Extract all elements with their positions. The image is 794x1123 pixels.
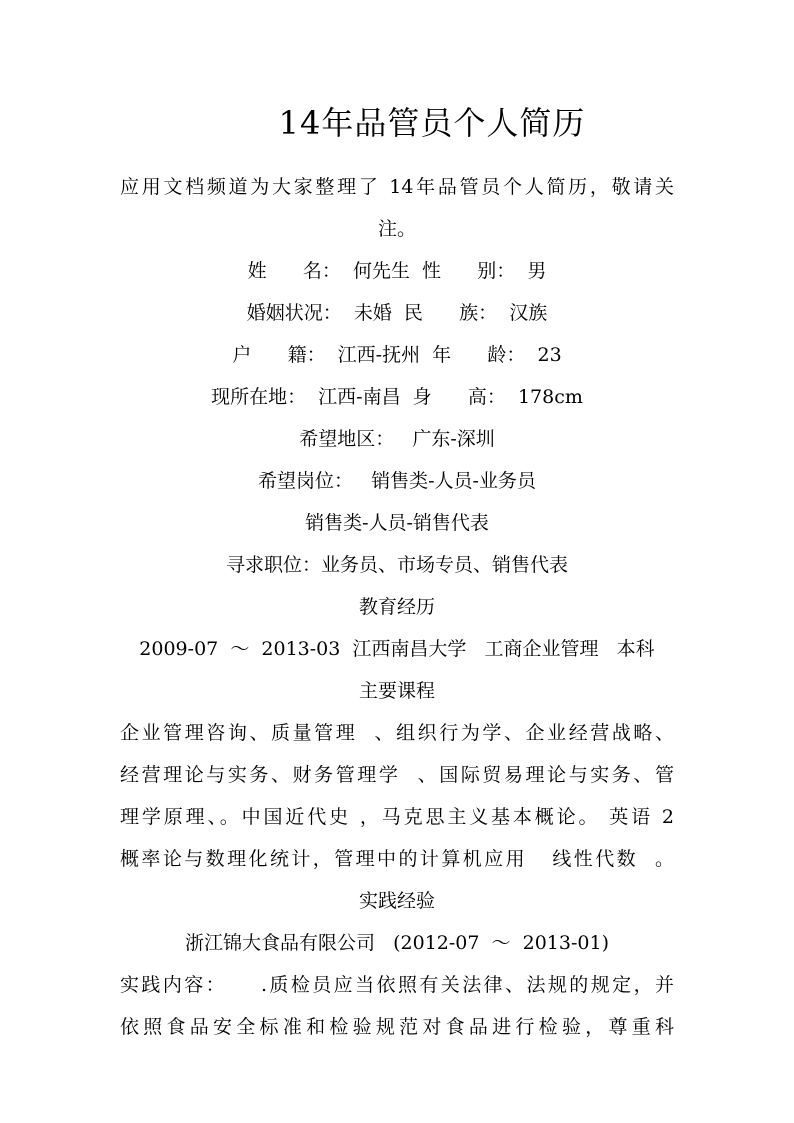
info-location-height: 现所在地： 江西-南昌 身 高： 178cm	[211, 386, 583, 408]
intro-line-2: 注。	[377, 218, 416, 240]
courses-line-4: 概率论与数理化统计，管理中的计算机应用 线性代数 。	[120, 848, 674, 870]
practice-company: 浙江锦大食品有限公司 (2012-07 ～ 2013-01)	[184, 932, 609, 954]
courses-line-1: 企业管理咨询、质量管理 、组织行为学、企业经营战略、	[120, 722, 674, 744]
info-desired-post-2: 销售类-人员-销售代表	[305, 512, 489, 534]
practice-content-line-2: 依照食品安全标准和检验规范对食品进行检验，尊重科	[120, 1016, 674, 1038]
info-name-gender: 姓 名： 何先生 性 别： 男	[247, 260, 547, 282]
courses-heading: 主要课程	[358, 680, 435, 702]
info-hukou-age: 户 籍： 江西-抚州 年 龄： 23	[232, 344, 562, 366]
practice-content-line-1: 实践内容： .质检员应当依照有关法律、法规的规定，并	[120, 974, 674, 996]
courses-line-3: 理学原理、。中国近代史 ，马克思主义基本概论。 英语 2	[120, 806, 674, 828]
page-title: 14年品管员个人简历	[278, 104, 586, 142]
intro-line-1: 应用文档频道为大家整理了 14年品管员个人简历，敬请关	[120, 176, 674, 198]
education-entry: 2009-07 ～ 2013-03 江西南昌大学 工商企业管理 本科	[139, 638, 655, 660]
education-heading: 教育经历	[358, 596, 435, 618]
info-seeking-position: 寻求职位：业务员、市场专员、销售代表	[225, 554, 568, 576]
info-marriage-ethnicity: 婚姻状况： 未婚 民 族： 汉族	[246, 302, 548, 324]
info-desired-post: 希望岗位： 销售类-人员-业务员	[258, 470, 536, 492]
practice-heading: 实践经验	[358, 890, 435, 912]
courses-line-2: 经营理论与实务、财务管理学 、国际贸易理论与实务、管	[120, 764, 674, 786]
info-desired-area: 希望地区： 广东-深圳	[299, 428, 495, 450]
